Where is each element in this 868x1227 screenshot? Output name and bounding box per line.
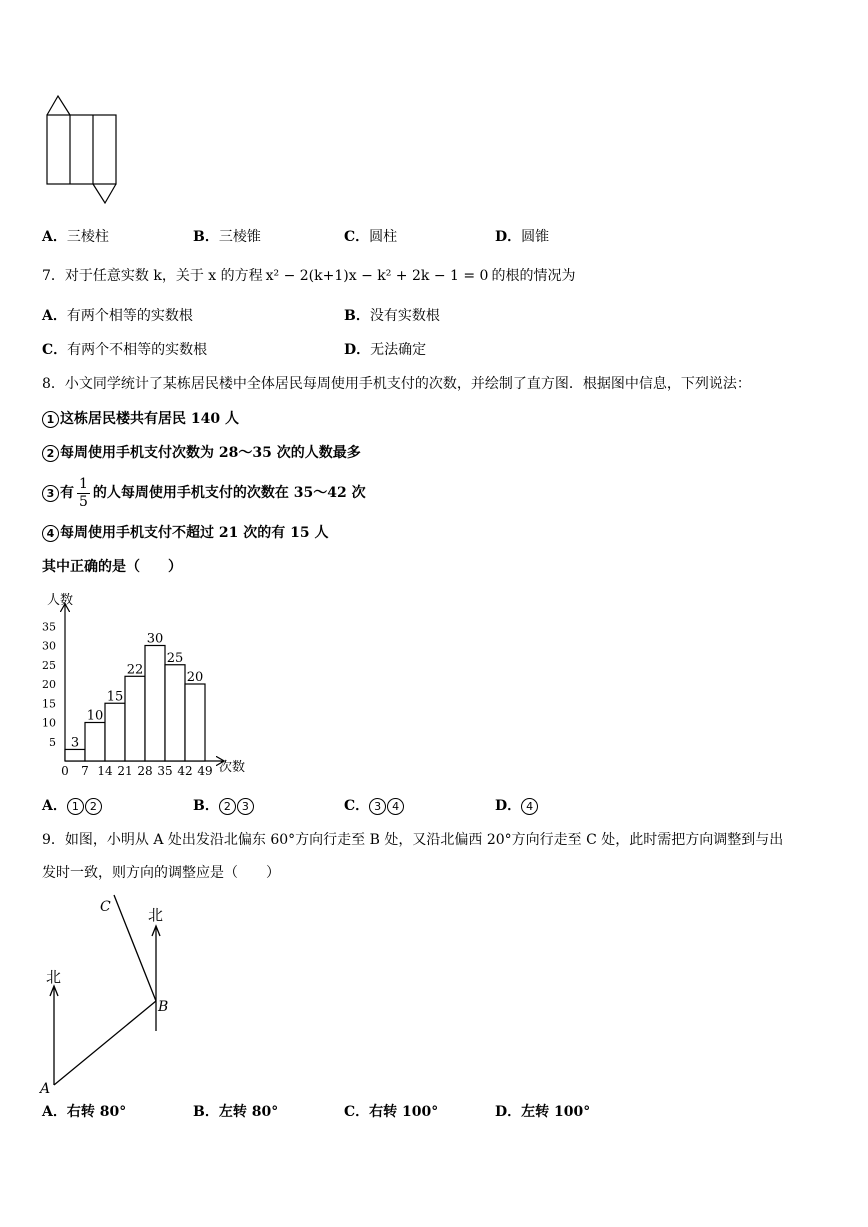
y-tick-label: 15 xyxy=(42,697,56,711)
x-tick-label: 21 xyxy=(117,764,133,778)
q7-option-a[interactable]: A．有两个相等的实数根 xyxy=(42,308,193,324)
q8-option-b[interactable]: B． 2 3 xyxy=(193,796,255,816)
q8-option-c[interactable]: C． 3 4 xyxy=(344,796,405,816)
circled-number: 1 xyxy=(67,798,84,815)
circled-number: 4 xyxy=(42,525,59,542)
bar-value-label: 22 xyxy=(126,662,144,678)
y-tick-label: 25 xyxy=(42,658,56,672)
q6-option-a[interactable]: A．三棱柱 xyxy=(42,229,109,245)
q8-statement-1: 1 这栋居民楼共有居民 140 人 xyxy=(42,409,239,429)
q6-option-d[interactable]: D．圆锥 xyxy=(495,229,550,245)
bar-value-label: 3 xyxy=(70,735,80,751)
fraction: $\frac{1}{5}$ xyxy=(79,475,88,510)
q8-option-d[interactable]: D． 4 xyxy=(495,796,539,816)
circled-number: 1 xyxy=(42,411,59,428)
y-tick-label: 30 xyxy=(42,639,56,653)
q9-option-c[interactable]: C．右转 100° xyxy=(344,1104,439,1120)
circled-number: 3 xyxy=(237,798,254,815)
north-label-b: 北 xyxy=(148,906,164,924)
histogram-chart xyxy=(30,585,260,780)
x-tick-label: 28 xyxy=(137,764,153,778)
q9-option-a[interactable]: A．右转 80° xyxy=(42,1104,127,1120)
bar-value-label: 15 xyxy=(106,689,124,705)
x-tick-label: 0 xyxy=(61,764,69,778)
prism-net-figure xyxy=(40,92,130,210)
histogram-bar xyxy=(65,749,85,761)
q8-stem: 8．小文同学统计了某栋居民楼中全体居民每周使用手机支付的次数，并绘制了直方图．根据图中信息，下列说法： xyxy=(42,376,751,392)
y-tick-label: 10 xyxy=(42,716,56,730)
q7-option-c[interactable]: C．有两个不相等的实数根 xyxy=(42,342,208,358)
x-tick-label: 42 xyxy=(177,764,193,778)
q9-option-b[interactable]: B．左转 80° xyxy=(193,1104,279,1120)
histogram-bar xyxy=(85,723,105,762)
y-tick-label: 20 xyxy=(42,678,56,691)
bar-value-label: 20 xyxy=(186,670,204,685)
q7-stem: 7．对于任意实数 k，关于 x 的方程 x² − 2(k+1)x − k² + 2k − 1 = 0 的根的情况为 xyxy=(42,268,576,284)
bar-value-label: 10 xyxy=(86,708,104,724)
direction-figure xyxy=(30,890,190,1100)
q8-statement-3: 3 有 $\frac{1}{5}$ 的人每周使用手机支付的次数在 35～42 次 xyxy=(42,470,366,516)
q8-statement-4: 4 每周使用手机支付不超过 21 次的有 15 人 xyxy=(42,523,328,543)
point-label-b: B xyxy=(158,999,169,1015)
y-tick-label: 35 xyxy=(42,620,56,634)
q9-stem-line-2: 发时一致，则方向的调整应是（ ） xyxy=(42,865,280,881)
segment-ab xyxy=(54,1001,156,1085)
y-axis-label: 人数 xyxy=(47,593,74,608)
bar-value-label: 30 xyxy=(146,631,164,647)
circled-number: 4 xyxy=(521,798,538,815)
north-label-a: 北 xyxy=(46,968,62,986)
point-label-c: C xyxy=(100,899,111,915)
q7-option-d[interactable]: D．无法确定 xyxy=(344,342,427,358)
q8-option-a[interactable]: A． 1 2 xyxy=(42,796,103,816)
x-axis-label: 次数 xyxy=(219,760,246,775)
circled-number: 4 xyxy=(387,798,404,815)
q6-option-b[interactable]: B．三棱锥 xyxy=(193,229,261,245)
circled-number: 2 xyxy=(42,445,59,462)
x-tick-label: 35 xyxy=(157,764,173,778)
circled-number: 2 xyxy=(85,798,102,815)
q8-statement-2: 2 每周使用手机支付次数为 28～35 次的人数最多 xyxy=(42,443,361,463)
q6-option-c[interactable]: C．圆柱 xyxy=(344,229,398,245)
histogram-bar xyxy=(185,684,205,761)
x-tick-label: 14 xyxy=(97,764,113,778)
q8-question: 其中正确的是（ ） xyxy=(42,559,182,575)
q7-equation: x² − 2(k+1)x − k² + 2k − 1 = 0 xyxy=(265,268,489,284)
histogram-bar xyxy=(165,665,185,761)
y-tick-label: 5 xyxy=(49,735,56,749)
x-tick-label: 7 xyxy=(81,764,89,778)
histogram-bar xyxy=(125,676,145,761)
circled-number: 3 xyxy=(42,485,59,502)
q9-option-d[interactable]: D．左转 100° xyxy=(495,1104,591,1120)
histogram-bar xyxy=(145,646,165,762)
q9-stem-line-1: 9．如图，小明从 A 处出发沿北偏东 60°方向行走至 B 处，又沿北偏西 20°方向行走至 C 处，此时需把方向调整到与出 xyxy=(42,832,784,848)
x-tick-label: 49 xyxy=(197,764,213,778)
point-label-a: A xyxy=(40,1081,51,1097)
histogram-bar xyxy=(105,703,125,761)
circled-number: 3 xyxy=(369,798,386,815)
circled-number: 2 xyxy=(219,798,236,815)
bar-value-label: 25 xyxy=(166,650,184,666)
q7-option-b[interactable]: B．没有实数根 xyxy=(344,308,440,324)
